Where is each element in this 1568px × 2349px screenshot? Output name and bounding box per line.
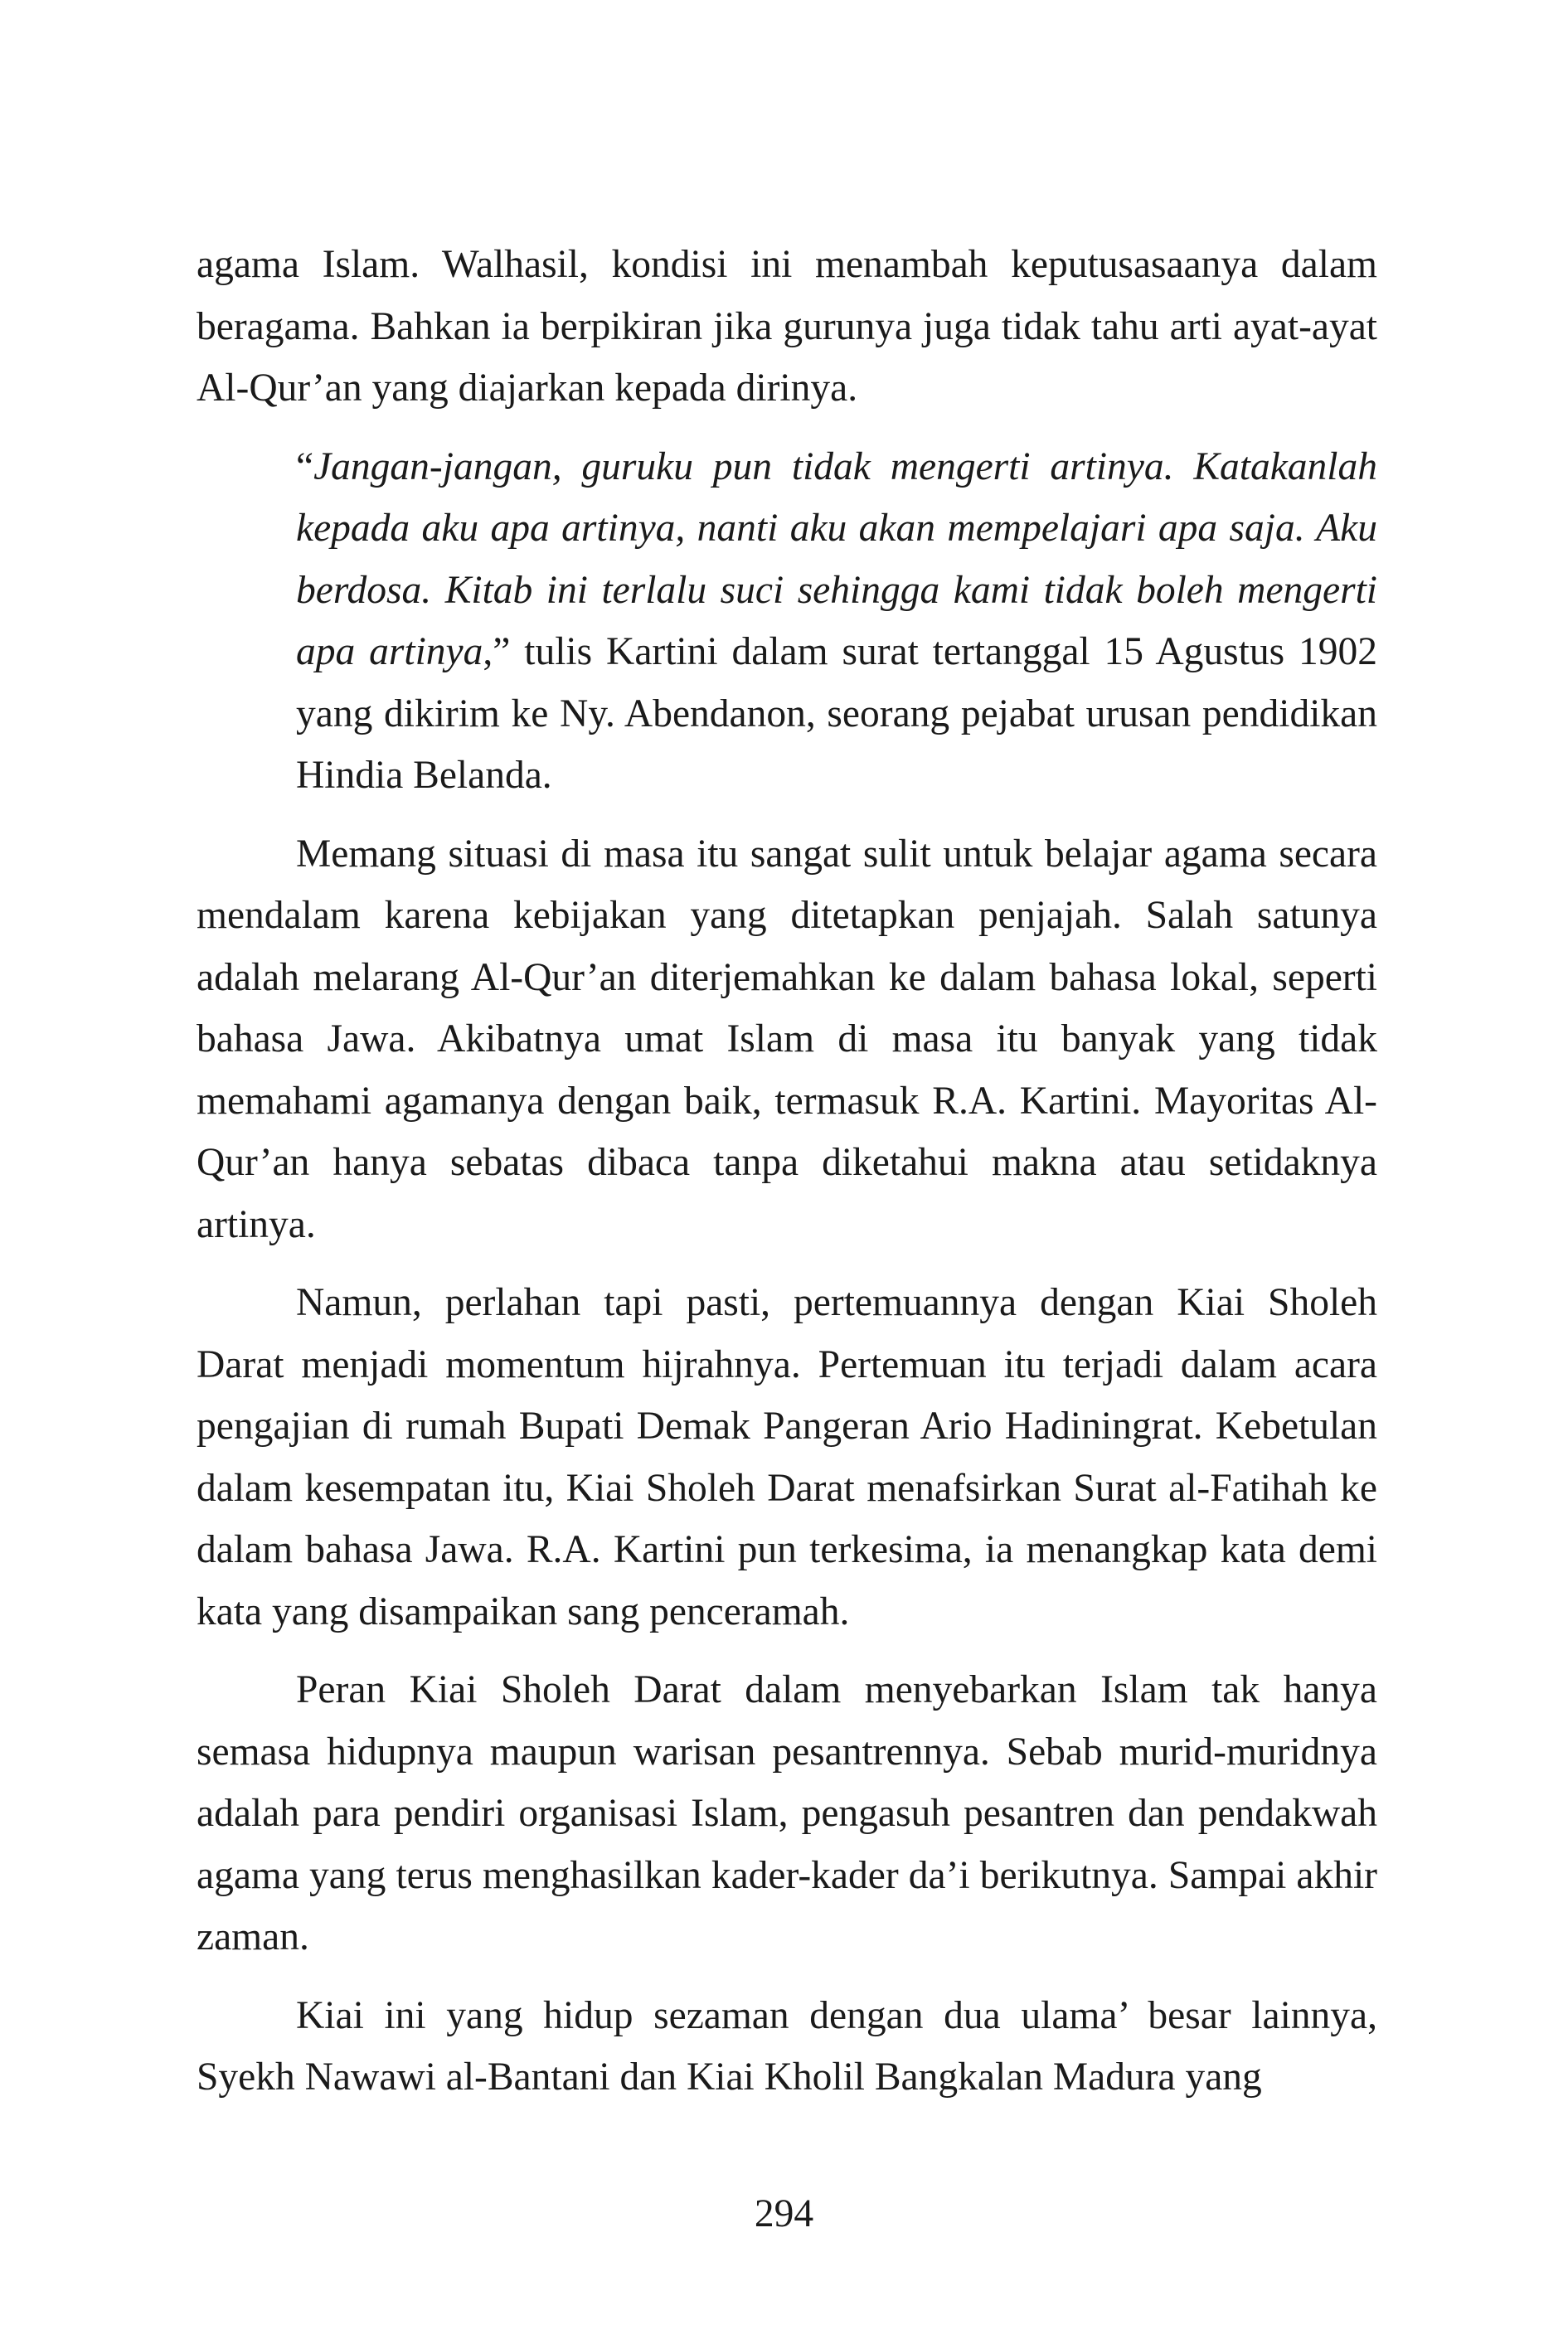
quote-attribution: ,” tulis Kartini dalam surat tertanggal 15 Agustus 1902 yang dikirim ke Ny. Abendanon, seorang pejabat urusan pendidikan Hindia Belanda. <box>296 630 1377 797</box>
quote-block <box>296 436 1377 807</box>
paragraph-2: Memang situasi di masa itu sangat sulit untuk belajar agama secara mendalam karena kebijakan yang ditetapkan penjajah. Salah satunya adalah melarang Al-Qur’an diterjemahkan ke dalam bahasa lokal, seperti bahasa Jawa. Akibatnya umat Islam di masa itu banyak yang tidak memahami agamanya dengan baik, termasuk R.A. Kartini. Mayoritas Al-Qur’an hanya sebatas dibaca tanpa diketahui makna atau setidaknya artinya. <box>197 832 1377 1246</box>
quote-italic-text: Jangan-jangan, guruku pun tidak mengerti artinya. Katakanlah kepada aku apa artinya, nanti aku akan mempelajari apa saja. Aku berdosa. Kitab ini terlalu suci sehingga kami tidak boleh mengerti apa artinya <box>296 444 1377 673</box>
paragraph-1: agama Islam. Walhasil, kondisi ini menambah keputusasaanya dalam beragama. Bahkan ia berpikiran jika gurunya juga tidak tahu arti ayat-ayat Al-Qur’an yang diajarkan kepada dirinya. <box>197 243 1377 410</box>
paragraph-5: Kiai ini yang hidup sezaman dengan dua ulama’ besar lainnya, Syekh Nawawi al-Bantani dan Kiai Kholil Bangkalan Madura yang <box>197 1993 1377 2099</box>
page-body <box>197 234 1377 2109</box>
paragraph-4: Peran Kiai Sholeh Darat dalam menyebarkan Islam tak hanya semasa hidupnya maupun warisan pesantrennya. Sebab murid-muridnya adalah para pendiri organisasi Islam, pengasuh pesantren dan pendakwah agama yang terus menghasilkan kader-kader da’i berikutnya. Sampai akhir zaman. <box>197 1668 1377 1958</box>
quote-open-mark: “ <box>296 444 314 488</box>
paragraph-3: Namun, perlahan tapi pasti, pertemuannya dengan Kiai Sholeh Darat menjadi momentum hijrahnya. Pertemuan itu terjadi dalam acara pengajian di rumah Bupati Demak Pangeran Ario Hadiningrat. Kebetulan dalam kesempatan itu, Kiai Sholeh Darat menafsirkan Surat al-Fatihah ke dalam bahasa Jawa. R.A. Kartini pun terkesima, ia menangkap kata demi kata yang disampaikan sang penceramah. <box>197 1281 1377 1633</box>
page-number: 294 <box>754 2192 814 2235</box>
